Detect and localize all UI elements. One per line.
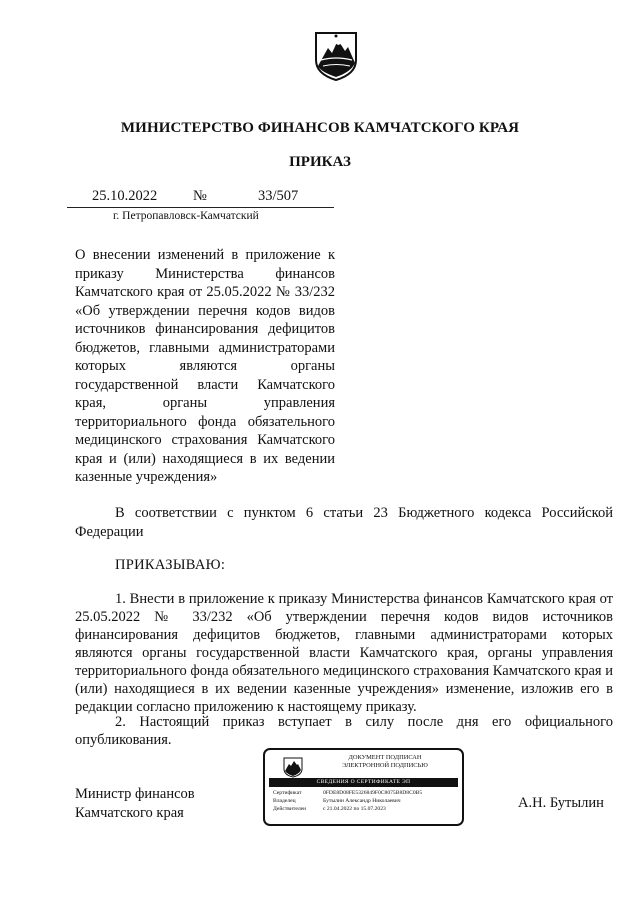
order-underline [67, 207, 334, 208]
signer-name: А.Н. Бутылин [518, 795, 604, 811]
stamp-row-label: Сертификат [273, 790, 302, 796]
stamp-row-label: Действителен [273, 806, 307, 812]
ministry-heading: МИНИСТЕРСТВО ФИНАНСОВ КАМЧАТСКОГО КРАЯ [120, 120, 520, 136]
decree-heading: ПРИКАЗЫВАЮ: [115, 557, 226, 573]
electronic-signature-stamp [263, 748, 464, 826]
stamp-emblem-icon [282, 756, 304, 778]
stamp-heading [311, 754, 459, 770]
stamp-row-label: Владелец [273, 798, 296, 804]
stamp-certificate-bar: СВЕДЕНИЯ О СЕРТИФИКАТЕ ЭП [269, 778, 458, 787]
signer-title [75, 785, 255, 823]
stamp-row-validity [273, 806, 459, 813]
signer-title-line-2: Камчатского края [75, 805, 184, 821]
signer-title-line-1: Министр финансов [75, 786, 195, 802]
order-title: ПРИКАЗ [289, 154, 351, 170]
stamp-row-certificate [273, 790, 459, 797]
kamchatka-coat-of-arms-icon [311, 30, 361, 82]
stamp-row-value: с 21.04.2022 по 15.07.2023 [323, 806, 386, 812]
order-subject: О внесении изменений в приложение к приказу Министерства финансов Камчатского края от 25.05.2022 № 33/232 «Об утверждении перечня кодов видов источников финансирования дефицитов бюджетов, главными администраторами которых являются органы государственной власти Камчатского края, органы управления территориального фонда обязательного медицинского страхования Камчатского края и (или) находящиеся в их ведении казенные учреждения» [75, 247, 335, 485]
stamp-heading-line-1: ДОКУМЕНТ ПОДПИСАН [348, 754, 422, 761]
order-item-1: 1. Внести в приложение к приказу Министерства финансов Камчатского края от 25.05.2022 № 33/232 «Об утверждении перечня кодов видов источников финансирования дефицитов бюджетов, главными администраторами которых являются органы государственной власти Камчатского края, органы управления территориального фонда обязательного медицинского страхования Камчатского края и (или) находящиеся в их ведении казенные учреждения» изменение, изложив его в редакции согласно приложению к настоящему приказу. [75, 591, 613, 715]
order-date: 25.10.2022 [92, 188, 158, 204]
stamp-row-value: 0FDE8D08FE5326849F0C8075B8D8C0B5 [323, 790, 423, 796]
order-number: 33/507 [258, 188, 299, 204]
order-number-sign: № [193, 188, 207, 204]
order-city: г. Петропавловск-Камчатский [113, 210, 259, 222]
legal-basis-paragraph: В соответствии с пунктом 6 статьи 23 Бюджетного кодекса Российской Федерации [75, 505, 613, 540]
stamp-row-value: Бутылин Александр Николаевич [323, 798, 401, 804]
stamp-row-owner [273, 798, 459, 805]
stamp-heading-line-2: ЭЛЕКТРОННОЙ ПОДПИСЬЮ [342, 762, 428, 769]
order-item-2: 2. Настоящий приказ вступает в силу после дня его официального опубликования. [75, 714, 613, 748]
